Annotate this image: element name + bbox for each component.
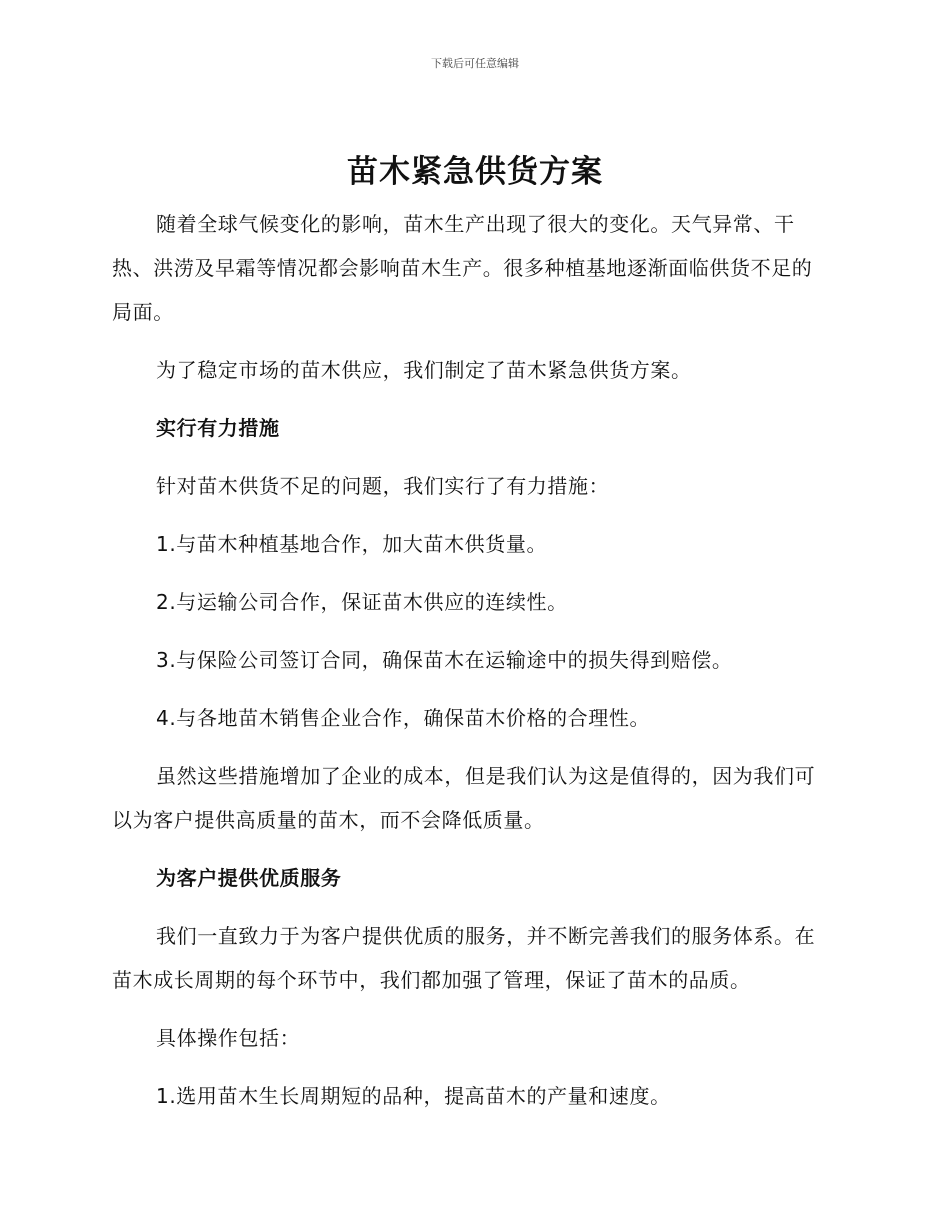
section-heading-service: 为客户提供优质服务 bbox=[156, 866, 342, 890]
document-body bbox=[112, 202, 832, 1132]
paragraph-purpose: 为了稳定市场的苗木供应，我们制定了苗木紧急供货方案。 bbox=[156, 358, 692, 382]
paragraph-cost: 虽然这些措施增加了企业的成本，但是我们认为这是值得的，因为我们可以为客户提供高质量的苗木，而不会降低质量。 bbox=[112, 764, 816, 832]
list-item: 1.选用苗木生长周期短的品种，提高苗木的产量和速度。 bbox=[156, 1084, 671, 1108]
section-heading-measures: 实行有力措施 bbox=[156, 416, 280, 440]
document-title: 苗木紧急供货方案 bbox=[347, 154, 603, 190]
paragraph-measures-intro: 针对苗木供货不足的问题，我们实行了有力措施： bbox=[156, 474, 610, 498]
list-item: 2.与运输公司合作，保证苗木供应的连续性。 bbox=[156, 590, 568, 614]
list-item: 3.与保险公司签订合同，确保苗木在运输途中的损失得到赔偿。 bbox=[156, 648, 733, 672]
paragraph-service: 我们一直致力于为客户提供优质的服务，并不断完善我们的服务体系。在苗木成长周期的每个环节中，我们都加强了管理，保证了苗木的品质。 bbox=[112, 924, 816, 992]
header-note: 下载后可任意编辑 bbox=[431, 57, 519, 70]
paragraph-intro: 随着全球气候变化的影响，苗木生产出现了很大的变化。天气异常、干热、洪涝及早霜等情况都会影响苗木生产。很多种植基地逐渐面临供货不足的局面。 bbox=[112, 212, 813, 324]
paragraph-operations-intro: 具体操作包括： bbox=[156, 1026, 301, 1050]
list-item: 4.与各地苗木销售企业合作，确保苗木价格的合理性。 bbox=[156, 706, 651, 730]
list-item: 1.与苗木种植基地合作，加大苗木供货量。 bbox=[156, 532, 548, 556]
